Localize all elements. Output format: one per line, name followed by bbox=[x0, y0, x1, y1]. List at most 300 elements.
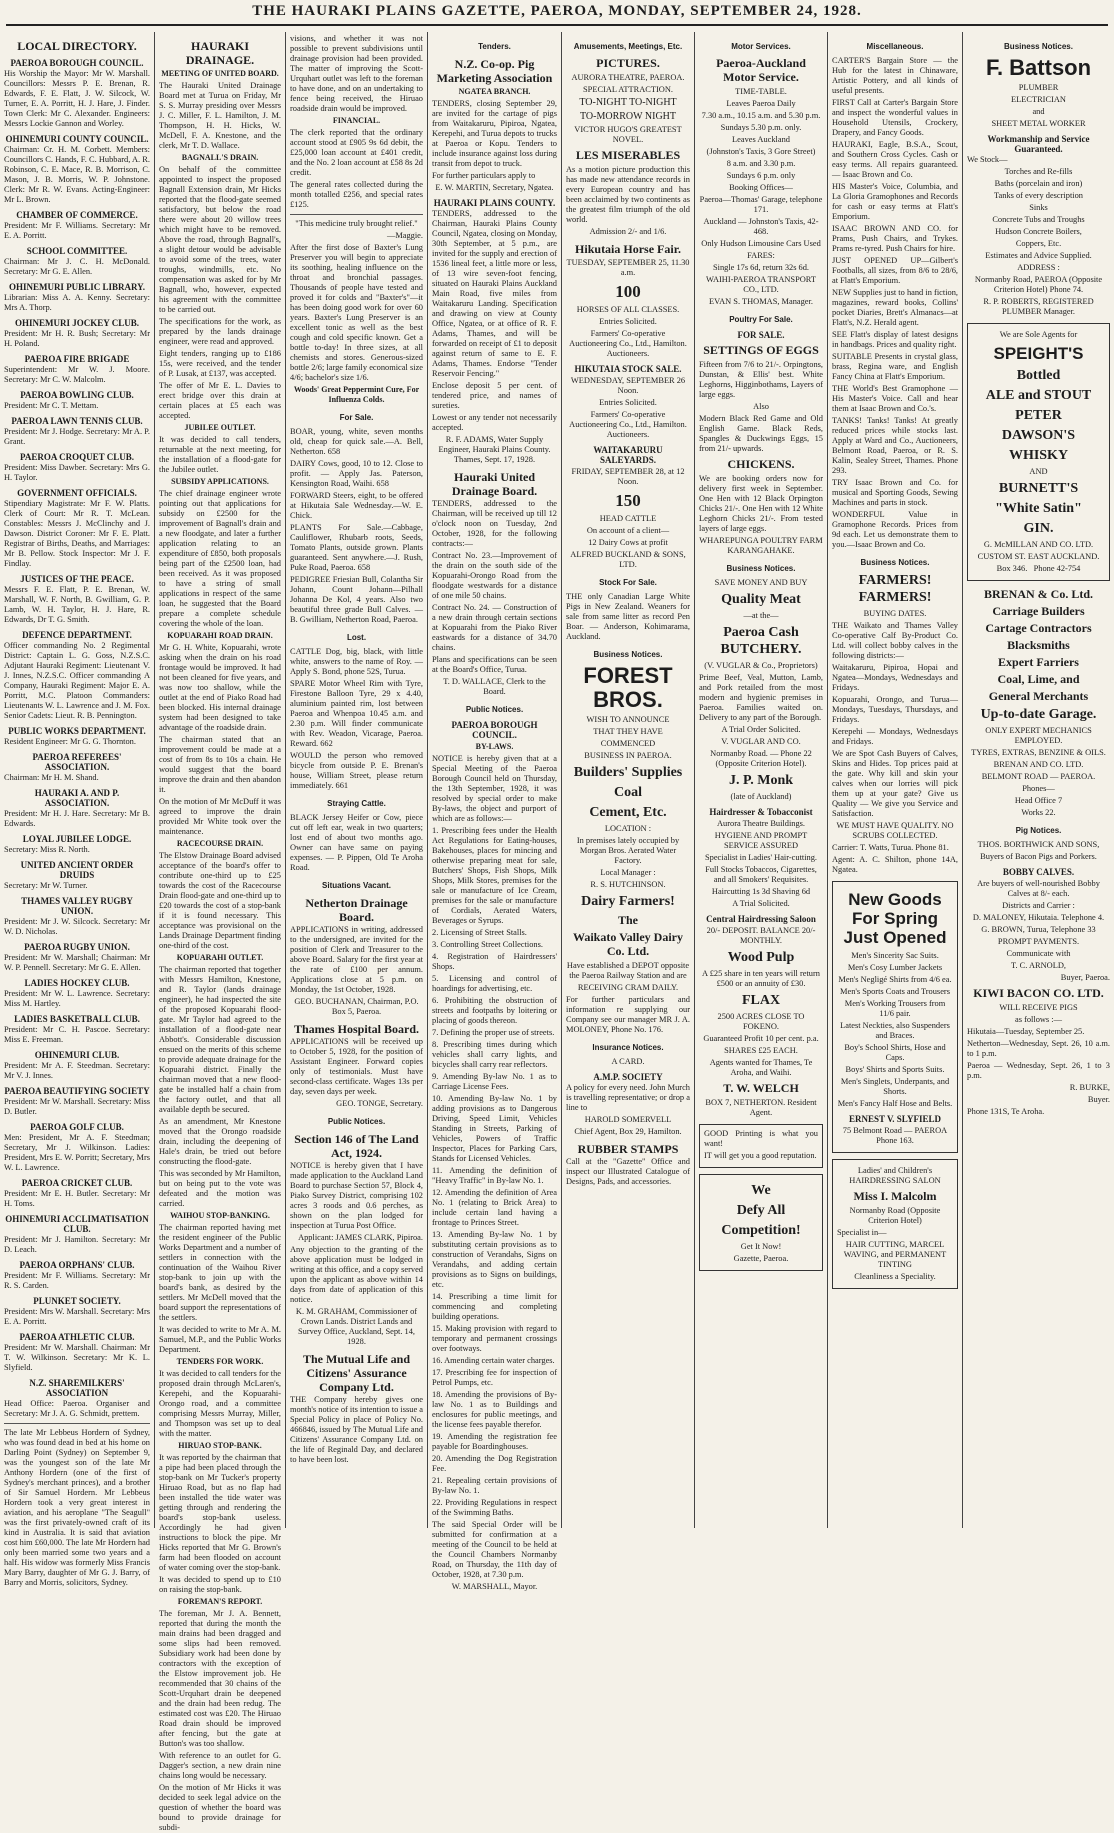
buying-dates: BUYING DATES. bbox=[863, 609, 927, 618]
directory-heading: GOVERNMENT OFFICIALS. bbox=[17, 488, 137, 498]
agent-line: Agent: A. C. Shilton, phone 14A, Ngatea. bbox=[832, 855, 958, 874]
announce-line: THAT THEY HAVE bbox=[593, 727, 663, 736]
tenders-column bbox=[432, 34, 557, 1591]
carrier-line: Carrier: T. Watts, Turua. Phone 81. bbox=[832, 843, 949, 852]
hairdresser-tobacconist: Hairdresser & Tobacconist bbox=[709, 807, 813, 817]
directory-entry: Superintendent: Mr W. J. Moore. Secretary: Mr C. W. Malcolm. bbox=[4, 365, 150, 384]
malcolm-address: Normanby Road (Opposite Criterion Hotel) bbox=[849, 1206, 941, 1225]
at-the: —at the— bbox=[743, 611, 779, 620]
dawsons-line: DAWSON'S bbox=[1001, 428, 1076, 443]
county-signature: R. F. ADAMS, Water Supply Engineer, Hauraki Plains County. Thames, Sept. 17, 1928. bbox=[438, 435, 551, 464]
hud-contract: Contract No. 24. — Construction of a new drain through certain sections at Kopuarahi from the Piako River eastwards for a distance of 34.70 chains. bbox=[432, 603, 557, 652]
normanby-address: Normanby Road. — Phone 22 (Opposite Criterion Hotel). bbox=[710, 749, 812, 768]
bobby-text: Are buyers of well-nourished Bobby Calves at 8/- each. bbox=[977, 879, 1100, 898]
directory-heading: OHINEMURI JOCKEY CLUB. bbox=[15, 318, 139, 328]
article-paragraph: Eight tenders, ranging up to £186 15s, were received, and the tender of P. Lusak, at £137, was accepted. bbox=[159, 349, 281, 378]
announce-line: BUSINESS IN PAEROA. bbox=[584, 751, 672, 760]
drainage-continued: visions, and whether it was not possible to prevent subdivisions until drainage provision had been provided. The matter of improving the Scott-Urquhart outlet was left to the foreman to have done, and on an undertaking to fence being received, the Hiruao roadside drain would be improved. bbox=[290, 34, 423, 113]
misc-ad: NEW Supplies just to hand in fiction, magazines, reward books, Collins' pocket Diaries, Brett's Almanacs—at Flatt's, N.Z. Herald agent. bbox=[832, 288, 958, 327]
county-text: Lowest or any tender not necessarily accepted. bbox=[432, 413, 557, 432]
schedule-line: Netherton—Wednesday, Sept. 26, 10 a.m. to 1 p.m. bbox=[967, 1039, 1110, 1058]
article-paragraph: It was decided to write to Mr A. M. Samuel, M.P., and the Public Works Department. bbox=[159, 1325, 281, 1354]
coop-title: N.Z. Co-op. Pig Marketing Association bbox=[436, 57, 553, 85]
district-dates: Waitakaruru, Pipiroa, Hopai and Ngatea—Mondays, Wednesdays and Fridays. bbox=[832, 663, 958, 692]
horse-count: 100 bbox=[615, 282, 641, 301]
directory-heading: LADIES HOCKEY CLUB. bbox=[24, 978, 130, 988]
tomorrow-banner: TO-MORROW NIGHT bbox=[579, 111, 676, 122]
prompt-payments: PROMPT PAYMENTS. bbox=[997, 937, 1080, 946]
directory-entry: President: Mrs W. Marshall. Secretary: Mrs E. A. Porritt. bbox=[4, 1307, 150, 1326]
timetable-line: Leaves Auckland bbox=[732, 135, 790, 144]
quality-line: WE MUST HAVE QUALITY. NO SCRUBS COLLECTED. bbox=[836, 821, 954, 840]
masthead: THE HAURAKI PLAINS GAZETTE, PAEROA, MONDAY, SEPTEMBER 24, 1928. bbox=[252, 3, 862, 19]
horses-line: HORSES OF ALL CLASSES. bbox=[576, 305, 680, 314]
directory-entry: President: Mr H. R. Bush; Secretary: Mr H. Poland. bbox=[4, 329, 150, 348]
bylaws-list bbox=[432, 826, 557, 1518]
spot-cash-text: We are Spot Cash Buyers of Calves, Skins and Hides. Top prices paid at the gate. Why kill and skin your calves when our lorries will pick them up at your gate? Give us Quality — We give you Service and Satisfaction. bbox=[832, 749, 958, 818]
article-subheading: KOPUARAHI OUTLET. bbox=[176, 953, 264, 962]
pictures-title: PICTURES. bbox=[596, 56, 660, 70]
situations-heading: Situations Vacant. bbox=[322, 881, 391, 890]
hair-services: HAIR CUTTING, MARCEL WAVING, and PERMANENT TINTING bbox=[843, 1240, 947, 1269]
address-label: ADDRESS : bbox=[1017, 263, 1060, 272]
forest-bros: FOREST BROS. bbox=[583, 663, 673, 712]
land-act-text: Any objection to the granting of the above application must be lodged in writing at this office, and a copy served upon the applicant as above within 14 days from date of application of this notice. bbox=[290, 1245, 423, 1304]
film-description: As a motion picture production this has made new attendance records in every European country and has been acclaimed by two continents as the greatest film triumph of the old world. bbox=[566, 165, 690, 224]
directory-heading: PAEROA BOWLING CLUB. bbox=[20, 390, 134, 400]
amusements-heading: Amusements, Meetings, Etc. bbox=[573, 42, 683, 51]
coal-line: Coal bbox=[614, 785, 642, 800]
spring-goods-box bbox=[832, 881, 958, 1153]
fares-label: FARES: bbox=[747, 251, 775, 260]
cash-butchery: Paeroa Cash BUTCHERY. bbox=[720, 625, 802, 657]
ale-stout: ALE and STOUT bbox=[985, 388, 1092, 403]
misc-ad: HIS Master's Voice, Columbia, and La Gloria Gramophones and Records for cash or easy terms at Flatt's Emporium. bbox=[832, 182, 958, 221]
financial-text: The general rates collected during the month totalled £256, and special rates £125. bbox=[290, 180, 423, 209]
mechanics-line: ONLY EXPERT MECHANICS EMPLOYED. bbox=[985, 726, 1092, 745]
central-saloon: Central Hairdressing Saloon bbox=[706, 914, 816, 924]
column-divider bbox=[962, 32, 963, 1528]
article-paragraph: On the motion of Mr McDuff it was agreed to improve the drain provided Mr White took over the maintenance. bbox=[159, 797, 281, 836]
article-subheading: WAIHOU STOP-BANKING. bbox=[170, 1211, 270, 1220]
classified-ad: SPARE Motor Wheel Rim with Tyre, Firestone Balloon Tyre, 29 x 4.40, aluminium painted rim, lost between Paeroa and Whenpoa 10.45 a.m. and 2.30 p.m. Will finder communicate with Rev. Weadon, Vicarage, Paeroa. Reward. 662 bbox=[290, 679, 423, 748]
column-divider bbox=[154, 32, 155, 1528]
will-receive: WILL RECEIVE PIGS bbox=[999, 1003, 1078, 1012]
horse-fair-title: Hikutaia Horse Fair. bbox=[575, 242, 681, 256]
dairy-farmers: Dairy Farmers! bbox=[581, 894, 675, 909]
fares-text: Single 17s 6d, return 32s 6d. bbox=[712, 263, 810, 272]
directory-entry: President: Mr F. Williams. Secretary: Mr R. S. Carden. bbox=[4, 1271, 150, 1290]
brenan-name: BRENAN AND CO. LTD. bbox=[993, 760, 1084, 769]
malcolm-name: Miss I. Malcolm bbox=[853, 1189, 937, 1203]
get-it-now: Get It Now! bbox=[740, 1242, 782, 1251]
bottled-line: Bottled bbox=[1016, 368, 1061, 383]
wood-pulp: Wood Pulp bbox=[727, 950, 795, 965]
client-line: On account of a client— bbox=[586, 526, 670, 535]
saleyards-title: WAITAKARURU SALEYARDS. bbox=[593, 445, 663, 465]
mutual-life-text: THE Company hereby gives one month's notice of its intention to issue a Special Policy in place of Policy No. 466846, issued by The Mutual Life and Citizens' Assurance Company Ltd. on the life of Reginald Day, and declared to have been lost. bbox=[290, 1395, 423, 1464]
timetable-line: Leaves Paeroa Daily bbox=[726, 99, 796, 108]
public-notices-heading: Public Notices. bbox=[327, 1117, 386, 1126]
belmont-road: BELMONT ROAD — PAEROA. bbox=[981, 772, 1096, 781]
mens-item: Men's Singlets, Underpants, and Shorts. bbox=[840, 1077, 950, 1096]
schedule-line: Paeroa — Wednesday, Sept. 26, 1 to 3 p.m. bbox=[967, 1061, 1110, 1080]
vuglar-name: V. VUGLAR AND CO. bbox=[721, 737, 801, 746]
buyers-line: Buyers of Bacon Pigs and Porkers. bbox=[980, 852, 1097, 861]
stock-sale-date: WEDNESDAY, SEPTEMBER 26 Noon. bbox=[570, 376, 686, 395]
as-follows: as follows :— bbox=[1015, 1015, 1062, 1024]
classified-ad: BOAR, young, white, seven months old, cheap for quick sale.—A. Bell, Netherton. 658 bbox=[290, 427, 423, 456]
save-money: SAVE MONEY AND BUY bbox=[714, 578, 808, 587]
misc-ad: CARTER'S Bargain Store — the Hub for the latest in Chinaware, Artistic Pottery, and all kinds of useful presents. bbox=[832, 56, 958, 95]
article-paragraph: With reference to an outlet for G. Dagger's section, a new drain nine chains long would be necessary. bbox=[159, 1751, 281, 1780]
drainage-subtitle: MEETING OF UNITED BOARD. bbox=[161, 69, 279, 78]
brenan-title: BRENAN & Co. Ltd. bbox=[983, 587, 1093, 601]
hud-text: TENDERS, addressed to the Chairman, will be received up till 12 o'clock noon on Tuesday, 2nd October, 1928, for the following contracts:— bbox=[432, 499, 557, 548]
game-text: Modern Black Red Game and Old English Game. Black Reds, Spangles & Duckwings Eggs, 15 from 21/- upwards. bbox=[699, 414, 823, 453]
works-phone: Works 22. bbox=[1021, 808, 1056, 817]
misc-ad: JUST OPENED UP—Gilbert's Footballs, all sizes, from 8/6 to 28/6, at Flatt's Emporium. bbox=[832, 256, 958, 285]
directory-entry: Head Office: Paeroa. Organiser and Secretary: Mr J. A. G. Schmidt, prettem. bbox=[4, 1399, 150, 1418]
column-divider bbox=[827, 32, 828, 1528]
directory-heading: PAEROA FIRE BRIGADE bbox=[24, 354, 130, 364]
burke-phone: Phone 131S, Te Aroha. bbox=[967, 1107, 1045, 1116]
classified-ad: DAIRY Cows, good, 10 to 12. Close to profit. — Apply Jas. Paterson, Kensington Road, Waihi. 658 bbox=[290, 459, 423, 488]
horse-fair-date: TUESDAY, SEPTEMBER 25, 11.30 a.m. bbox=[566, 258, 690, 277]
slyfield-address: 75 Belmont Road — PAEROA Phone 163. bbox=[842, 1126, 948, 1145]
divider bbox=[4, 1423, 150, 1424]
misc-ad: ISAAC BROWN AND CO. for Prams, Push Chairs, and Trykes. Prams re-tyred. Push Chairs for hire. bbox=[832, 224, 958, 253]
saleyards-date: FRIDAY, SEPTEMBER 28, at 12 Noon. bbox=[571, 467, 685, 486]
directory-heading: THAMES VALLEY RUGBY UNION. bbox=[21, 896, 133, 916]
directory-entry: President: Mr A. F. Steedman. Secretary: Mr V. J. Innes. bbox=[4, 1061, 150, 1080]
directory-heading: OHINEMURI COUNTY COUNCIL. bbox=[5, 134, 149, 144]
article-subheading: HIRUAO STOP-BANK. bbox=[178, 1441, 262, 1450]
business-heading: Business Notices. bbox=[726, 564, 796, 573]
directory-heading: OHINEMURI PUBLIC LIBRARY. bbox=[8, 282, 146, 292]
wharepunga-farm: WHAREPUNGA POULTRY FARM KARANGAHAKE. bbox=[699, 536, 823, 555]
straying-ad: BLACK Jersey Heifer or Cow, piece cut off left ear, weak in two quarters; lost end of about two months ago. Owner can have same on paying expenses. — P. Pippen, Old Te Aroha Road. bbox=[290, 813, 423, 872]
article-subheading: KOPUARAHI ROAD DRAIN. bbox=[167, 631, 273, 640]
custom-street: CUSTOM ST. EAST AUCKLAND. bbox=[977, 552, 1100, 561]
bylaw-item: 11. Amending the definition of "Heavy Traffic" in By-law No. 1. bbox=[432, 1166, 557, 1185]
new-goods-title: New Goods For Spring Just Opened bbox=[843, 890, 947, 947]
aurora-buildings: Aurora Theatre Buildings. bbox=[717, 819, 805, 828]
trial-solicited: A Trial Solicited. bbox=[732, 899, 790, 908]
also-line: Also bbox=[753, 402, 769, 411]
county-title: HAURAKI PLAINS COUNTY. bbox=[433, 198, 556, 208]
misc-ad: SEE Flatt's display of latest designs in handbags. Prices and quality right. bbox=[832, 330, 958, 349]
tyres-line: TYRES, EXTRAS, BENZINE & OILS. bbox=[971, 748, 1106, 757]
mens-item: Men's Sports Coats and Trousers bbox=[840, 987, 950, 996]
slyfield-name: ERNEST V. SLYFIELD bbox=[849, 1114, 941, 1124]
article-paragraph: The chief drainage engineer wrote pointing out that applications for subsidy on £2500 for the improvement of Bagnall's drain and a new floodgate, and later a further application relating to an expenditure of £850, both proposals being part of the £2500 loan, had been received. As it was proposed to have a string of small applications in respect of the same loan, he suggested that the Board prepare a complete schedule covering the whole of the loan. bbox=[159, 489, 281, 628]
borthwick-name: THOS. BORTHWICK AND SONS, bbox=[977, 840, 1100, 849]
mutual-life-title: The Mutual Life and Citizens' Assurance Company Ltd. bbox=[302, 1352, 410, 1394]
general-merchants: General Merchants bbox=[988, 689, 1089, 703]
article-paragraph: As an amendment, Mr Knestone moved that the Orongo roadside drain, including the deepening of Hale's drain, be tried out before constructing the flood-gate. bbox=[159, 1117, 281, 1166]
whisky-line: WHISKY bbox=[1008, 448, 1069, 463]
motor-service-title: Paeroa-Auckland Motor Service. bbox=[716, 56, 806, 84]
stock-heading: Stock For Sale. bbox=[599, 578, 657, 587]
article-paragraph: The chairman reported that together with Messrs Hamilton, Knestone, and R. Taylor (lands drainage engineer), he had inspected the site of the proposed Kopuarahi flood-gate. Mr Taylor had agreed to the installation of a flood-gate near Abbott's. Considerable discussion ensued on the merits of this scheme to provide adequate drainage for the Kopuarahi district. Finally the chairman moved that a new flood-gate be installed half a chain from the factory outlet, and that all available depth be secured. bbox=[159, 965, 281, 1114]
rubber-stamps-text: Call at the "Gazette" Office and inspect our Illustrated Catalogue of Designs, Pads, and accessories. bbox=[566, 1157, 690, 1186]
electrician-line: ELECTRICIAN bbox=[1011, 95, 1066, 104]
directory-heading: OHINEMURI ACCLIMATISATION CLUB. bbox=[5, 1214, 149, 1234]
agents-line: Agents wanted for Thames, Te Aroha, and Waihi. bbox=[709, 1058, 813, 1077]
gazette-line: Gazette, Paeroa. bbox=[733, 1254, 789, 1263]
blacksmiths: Blacksmiths bbox=[1007, 638, 1070, 652]
mens-item: Men's Negligé Shirts from 4/6 ea. bbox=[838, 975, 952, 984]
motor-column bbox=[699, 34, 823, 1530]
directory-heading: PAEROA BOROUGH COUNCIL. bbox=[10, 58, 144, 68]
district-dates: Kerepehi — Mondays, Wednesdays and Fridays. bbox=[832, 727, 958, 746]
mens-item: Boy's School Shirts, Hose and Caps. bbox=[844, 1043, 946, 1062]
article-subheading: RACECOURSE DRAIN. bbox=[176, 839, 264, 848]
pig-schedule bbox=[967, 1027, 1110, 1081]
column-divider bbox=[694, 32, 695, 1528]
article-paragraph: It was decided to call tenders for the proposed drain through McLaren's, Kerepehi, and the Kopuarahi-Orongo road, and a committee comprising Messrs Murray, Miller, and Thompson was set up to deal with the matter. bbox=[159, 1369, 281, 1438]
directory-entry: Chairman: Cr. H. M. Corbett. Members: Councillors C. Hands, F. C. Hubbard, A. R. Robinson, C. E. Mace, R. B. Morrison, C. Mason, J. B. Morris, W. P. Johnstone. Clerk: Mr R. W. Evans. Acting-Engineer: Mr L. Brown. bbox=[4, 145, 150, 204]
box-number: Box 346. bbox=[996, 564, 1028, 573]
drainage-column bbox=[159, 34, 281, 1832]
directory-entry: Messrs F. E. Flatt, P. E. Brenan, W. Marshall, W. F. North, B. Gwilliam, G. P. Lamb, W. H. Taylor, H. J. Hare, R. Edwards, Dr T. G. Smith. bbox=[4, 585, 150, 624]
trial-order: A Trial Order Solicited. bbox=[721, 725, 801, 734]
bylaw-item: 5. Licensing and control of hoardings for advertising, etc. bbox=[432, 974, 557, 993]
announce-line: COMMENCED bbox=[600, 739, 656, 748]
and-line: and bbox=[1032, 107, 1045, 116]
hud-signature: T. D. WALLACE, Clerk to the Board. bbox=[443, 677, 546, 696]
eggs-title: SETTINGS OF EGGS bbox=[703, 343, 819, 357]
directory-heading: UNITED ANCIENT ORDER DRUIDS bbox=[20, 860, 134, 880]
misc-ad: FIRST Call at Carter's Bargain Store and inspect the wonderful values in Household Utensils, Crockery, Drapery, and Fancy Goods. bbox=[832, 98, 958, 137]
directory-heading: N.Z. SHAREMILKERS' ASSOCIATION bbox=[29, 1378, 125, 1398]
article-paragraph: The chairman stated that an improvement could be made at a cost of from 8s to 10s a chain. He would suggest that the board improve the drain and then abandon it. bbox=[159, 735, 281, 794]
coal-lime: Coal, Lime, and bbox=[997, 672, 1080, 686]
bylaw-item: 19. Amending the registration fee payable for Boardinghouses. bbox=[432, 1432, 557, 1451]
column-divider bbox=[561, 32, 562, 1528]
article-paragraph: Mr G. H. White, Kopuarahi, wrote asking when the drain on his road frontage would be improved. It had not been cleaned for five years, and was now too shallow, while the outlet at the end of Piako Road had been blocked. His internal drainage system had been designed to take advantage of the roadside drain. bbox=[159, 643, 281, 732]
tobacco-line: Full Stocks Tobaccos, Cigarettes, and all Smokers' Requisites. bbox=[705, 865, 817, 884]
article-paragraph: It was decided to call tenders, returnable at the next meeting, for the installation of a flood-gate for the Jubilee outlet. bbox=[159, 435, 281, 474]
divider bbox=[290, 214, 423, 215]
article-paragraph: The foreman, Mr J. A. Bennett, reported that during the month the main drains had been dragged and some slips had been removed. Subsidiary work had been done by contractors with the exception of the Elstow improvement job. He recommended that 30 chains of the Scott-Urquhart drain be deepened and the drain had been redug. The estimated cost was £20. The Hiruao Road drain should be improved after fencing, but the gate at Button's was too shallow. bbox=[159, 1609, 281, 1748]
motor-heading: Motor Services. bbox=[731, 42, 791, 51]
bylaw-item: 21. Repealing certain provisions of By-law No. 1. bbox=[432, 1476, 557, 1495]
timetable-line: 7.30 a.m., 10.15 a.m. and 5.30 p.m. bbox=[701, 111, 821, 120]
insurance-heading: Insurance Notices. bbox=[592, 1043, 664, 1052]
manager-name: R. S. HUTCHINSON. bbox=[590, 880, 666, 889]
directory-entry: Librarian: Miss A. A. Kenny. Secretary: Mrs A. Thorp. bbox=[4, 293, 150, 312]
article-paragraph: The offer of Mr E. L. Davies to erect bridge over this drain at certain places at £5 each was accepted. bbox=[159, 381, 281, 420]
coop-text: For further particulars apply to bbox=[432, 171, 536, 180]
competition-line: Competition! bbox=[721, 1223, 801, 1238]
quality-meat: Quality Meat bbox=[721, 592, 801, 607]
misc-ad: TRY Isaac Brown and Co. for musical and Sporting Goods, Sewing Machines and parts in stock. bbox=[832, 478, 958, 507]
tonight-banner: TO-NIGHT TO-NIGHT bbox=[579, 97, 677, 108]
medicine-signature: —Maggie. bbox=[386, 231, 423, 240]
mcmillan-name: G. McMILLAN AND CO. LTD. bbox=[983, 540, 1094, 549]
directory-entry: President: Mr F. Williams. Secretary: Mr E. A. Porritt. bbox=[4, 221, 150, 240]
head-office-phone: Head Office 7 bbox=[1014, 796, 1063, 805]
directory-entry: Men: President, Mr A. F. Steedman; Secretary, Mr J. Wilkinson. Ladies: President, Mrs E. W. Porritt; Secretary, Mrs W. L. Lawrence. bbox=[4, 1133, 150, 1172]
poultry-heading: Poultry For Sale. bbox=[729, 315, 793, 324]
entries-solicited: Entries Solicited. bbox=[599, 398, 657, 407]
bylaw-item: 6. Prohibiting the obstruction of streets and footpaths by loitering or placing of goods thereon. bbox=[432, 996, 557, 1025]
hospital-title: Thames Hospital Board. bbox=[293, 1022, 419, 1036]
drainage-article bbox=[159, 81, 281, 1833]
bylaws-text: The said Special Order will be submitted for confirmation at a meeting of the Council to be held at the Council Chambers Normanby Road, on Thursday, the 11th day of October, 1928, at 7.30 p.m. bbox=[432, 1520, 557, 1579]
gin-line: GIN. bbox=[1023, 521, 1054, 536]
woods-peppermint: Woods' Great Peppermint Cure, For Influenza Colds. bbox=[293, 385, 420, 404]
misc-ad: HAURAKI, Eagle, B.S.A., Scout, and Southern Cross Cycles. Cash or easy terms. All repairs guaranteed. — Isaac Brown and Co. bbox=[832, 140, 958, 179]
netherton-text: APPLICATIONS in writing, addressed to the undersigned, are invited for the position of Clerk and Treasurer to the above Board. Salary for the first year at the rate of £100 per annum. Applications close at 5 p.m. on Monday, the 1st October, 1928. bbox=[290, 925, 423, 994]
hud-text: Plans and specifications can be seen at the Board's Office, Turua. bbox=[432, 655, 557, 674]
cleanliness: Cleanliness a Speciality. bbox=[854, 1272, 936, 1281]
admission: Admission 2/- and 1/6. bbox=[589, 227, 667, 236]
welch-address: BOX 7, NETHERTON. Resident Agent. bbox=[705, 1098, 817, 1117]
for-sale-heading: For Sale. bbox=[339, 413, 374, 422]
salon-title: Ladies' and Children's HAIRDRESSING SALON bbox=[849, 1166, 941, 1185]
directory-heading: LADIES BASKETBALL CLUB. bbox=[14, 1014, 140, 1024]
medicine-ad: After the first dose of Baxter's Lung Preserver you will begin to appreciate its soothing, healing influence on the throat and bronchial passages. Thousands of people have tested and proved it for colds and "Baxter's"—it has been doing good work for over 60 years. Baxter's Lung Preserver is an excellent tonic as well as the best cough and cold specific known. Get a bottle to-day! In three sizes, at all chemists and stores. Generous-sized bottle 2/6; large family economical size 4/6; bachelor's size 1/6. bbox=[290, 243, 423, 382]
bylaw-item: 16. Amending certain water charges. bbox=[432, 1356, 555, 1365]
timetable-line: Paeroa—Thomas' Garage, telephone 171. bbox=[699, 195, 823, 214]
directory-entry: President: Mr J. Hamilton. Secretary: Mr D. Leach. bbox=[4, 1235, 150, 1254]
burke-buyer: Buyer. bbox=[1087, 1095, 1110, 1104]
hordern-article: The late Mr Lebbeus Hordern of Sydney, who was found dead in bed at his home on Darling Point (Sydney) on September 9, was the youngest son of the late Mr Anthony Hordern (one of the first of Sydney's merchant princes), and a brother of Sir Samuel Hordern. Mr Lebbeus Hordern took a very great interest in aviation, and his aeroplane "The Seagull" was the first privately-owned craft of its kind in Australia. It is said that aviation cost him £60,000. The late Mr Hordern had only been married some two years and a half. His widow was formerly Miss Francis Mary Barry, daughter of Mr G. J. Barry, of Barry and Morris, solicitors, Sydney. bbox=[4, 1428, 150, 1587]
welch-name: T. W. WELCH bbox=[723, 1081, 799, 1095]
straying-heading: Straying Cattle. bbox=[327, 799, 386, 808]
cattle-count: 150 bbox=[615, 491, 641, 510]
misc-ad: WONDERFUL Value in Gramophone Records. Prices from 9d each. Let us demonstrate them to you.—Isaac Brown and Co. bbox=[832, 510, 958, 549]
deposit-line: 20/- DEPOSIT. BALANCE 20/- MONTHLY. bbox=[706, 926, 816, 945]
rubber-stamps-title: RUBBER STAMPS bbox=[577, 1142, 679, 1156]
classified-ad: FORWARD Steers, eight, to be offered at Hikutaia Sale Wednesday.—W. E. Chick. bbox=[290, 491, 423, 520]
bylaws-subtitle: BY-LAWS. bbox=[475, 742, 514, 751]
hugo-line: VICTOR HUGO'S GREATEST NOVEL. bbox=[574, 125, 682, 144]
for-sale-title: FOR SALE. bbox=[737, 330, 785, 340]
timetable-line: Booking Offices— bbox=[729, 183, 793, 192]
article-subheading: SUBSIDY APPLICATIONS. bbox=[171, 477, 269, 486]
directory-entry: Officer commanding No. 2 Regimental District: Captain L. G. Goss, N.Z.S.C. Adjutant Hauraki Regiment: Lieutenant V. J. Innes, N.Z.S.C. Officer commanding A Company, Hauraki Regiment: Major E. A. Porritt, M.C. Platoon Commanders: Lieutenants W. L. Lawrence and J. M. Fox. Senior Cadets: Lieut. R. B. Pennington. bbox=[4, 641, 150, 720]
lost-list bbox=[290, 647, 423, 791]
bylaw-item: 14. Prescribing a time limit for commencing and completing building operations. bbox=[432, 1292, 557, 1321]
directory-heading: PAEROA GOLF CLUB. bbox=[30, 1122, 124, 1132]
waikato-valley-dairy: Waikato Valley Dairy Co. Ltd. bbox=[572, 930, 683, 958]
bylaws-text: NOTICE is hereby given that at a Special Meeting of the Paeroa Borough Council held on Thursday, the 13th September, 1928, it was resolved by special order to make By-laws, the object and purport of which are as follows:— bbox=[432, 754, 557, 823]
acres-line: 2500 ACRES CLOSE TO FOKENO. bbox=[717, 1012, 805, 1031]
cartage-contractors: Cartage Contractors bbox=[985, 621, 1092, 635]
directory-heading: SCHOOL COMMITTEE. bbox=[26, 246, 128, 256]
stock-item: Concrete Tubs and Troughs bbox=[992, 215, 1085, 224]
amp-text: A policy for every need. John Murch is travelling representative; or drop a line to bbox=[566, 1083, 690, 1112]
directory-entry: President: Mr E. H. Butler. Secretary: Mr H. Toms. bbox=[4, 1189, 150, 1208]
directory-entry: President: Mr H. J. Hare. Secretary: Mr B. Edwards. bbox=[4, 809, 150, 828]
monk-title: J. P. Monk bbox=[728, 773, 794, 788]
medicine-quote: "This medicine truly brought relief." bbox=[295, 219, 418, 228]
masthead-rule bbox=[6, 24, 1108, 26]
directory-title: LOCAL DIRECTORY. bbox=[17, 39, 137, 53]
premises-line: In premises lately occupied by Morgan Bros. Aerated Water Factory. bbox=[576, 836, 680, 865]
directory-heading: PAEROA LAWN TENNIS CLUB. bbox=[11, 416, 143, 426]
classified-ad: PLANTS For Sale.—Cabbage, Cauliflower, Rhubarb roots, Seeds, Tomato Plants, outside grown. Plants guaranteed. Sent anywhere.—J. Rush, Puke Road, Paeroa. 658 bbox=[290, 523, 423, 572]
cattle-line: HEAD CATTLE bbox=[599, 514, 657, 523]
ladies-specialist: Specialist in Ladies' Hair-cutting. bbox=[704, 853, 818, 862]
article-paragraph: It was reported by the chairman that a pipe had been placed through the stop-bank on Mr Tucker's property Hiruao Road, but as no flap had been installed the tide water was getting through and rendering the board's stop-bank useless. Accordingly he had given instructions to block the pipe. Mr Hicks reported that Mr G. Brown's farm had been flooded on account of water coming over the stop-bank. bbox=[159, 1453, 281, 1572]
maloney-line: D. MALONEY, Hikutaia. Telephone 4. bbox=[972, 913, 1105, 922]
directory-heading: LOYAL JUBILEE LODGE. bbox=[22, 834, 132, 844]
directory-list bbox=[4, 58, 150, 1419]
stock-item: Coppers, Etc. bbox=[1015, 239, 1062, 248]
for-sale-list bbox=[290, 427, 423, 625]
land-act-text: NOTICE is hereby given that I have made application to the Auckland Land Board to purchase Section 57, Block 4, Piako Survey District, comprising 102 acres 3 roods and 0.6 perches, as shown on the plan lodged for inspection at Turua Post Office. bbox=[290, 1161, 423, 1230]
bobby-calves: BOBBY CALVES. bbox=[1002, 867, 1075, 877]
business-heading: Business Notices. bbox=[860, 558, 930, 567]
directory-entry: His Worship the Mayor: Mr W. Marshall. Councillors: Messrs P. E. Brenan, R. Edwards, F. E. Flatt, J. W. Silcock, W. Turner, E. A. Porritt, H. J. Hare, J. Finder. Town Clerk: Mr C. Alexander. Engineers: Messrs Lockie Gannon and Worley. bbox=[4, 69, 150, 128]
hospital-signature: GEO. TONGE, Secretary. bbox=[336, 1099, 423, 1108]
mens-item: Men's Working Trousers from 11/6 pair. bbox=[844, 999, 946, 1018]
misc-ad: TANKS! Tanks! Tanks! At greatly reduced prices while stocks last. Apply at Ward and Co., Auctioneers, Belmont Road, Paeroa, or R. S. Kalin, Sealey Street, Thames. Phone 293. bbox=[832, 416, 958, 475]
directory-heading: PAEROA BEAUTIFYING SOCIETY bbox=[4, 1086, 150, 1096]
communicate-line: Communicate with bbox=[1006, 949, 1071, 958]
specialist-in: Specialist in— bbox=[837, 1228, 887, 1237]
article-paragraph: The specifications for the work, as prepared by the lands drainage engineer, were read and approved. bbox=[159, 317, 281, 346]
directory-entry: President: Mr C. H. Pascoe. Secretary: Miss E. Freeman. bbox=[4, 1025, 150, 1044]
mens-item: Men's Fancy Half Hose and Belts. bbox=[837, 1099, 953, 1108]
directory-heading: JUSTICES OF THE PEACE. bbox=[20, 574, 134, 584]
hygiene-line: HYGIENE AND PROMPT SERVICE ASSURED bbox=[714, 831, 808, 850]
competition-box bbox=[699, 1174, 823, 1271]
card-line: A CARD. bbox=[611, 1057, 645, 1066]
bylaw-item: 12. Amending the definition of Area No. 1 (relating to Brick Area) to include certain land having a frontage to Princes Street. bbox=[432, 1188, 557, 1227]
directory-heading: PAEROA CROQUET CLUB. bbox=[20, 452, 134, 462]
buyer-paeroa: Buyer, Paeroa. bbox=[1060, 973, 1110, 982]
location-label: LOCATION : bbox=[604, 824, 652, 833]
bylaw-item: 22. Providing Regulations in respect of the Swimming Baths. bbox=[432, 1498, 557, 1517]
drainage-title: HAURAKI DRAINAGE. bbox=[185, 39, 255, 67]
business-heading: Business Notices. bbox=[593, 650, 663, 659]
bylaw-item: 17. Prescribing fee for inspection of Petrol Pumps, etc. bbox=[432, 1368, 557, 1387]
directory-entry: President: Mr W. Marshall. Chairman: Mr T. W. Wilkinson. Secretary: Mr K. L. Slyfield. bbox=[4, 1343, 150, 1372]
misc-ad: THE World's Best Gramophone — His Master's Voice. Call and hear them at Isaac Brown and Co.'s. bbox=[832, 384, 958, 413]
buckland-signature: ALFRED BUCKLAND & SONS, LTD. bbox=[570, 550, 686, 569]
directory-entry: President: Mr J. Hodge. Secretary: Mr A. P. Grant. bbox=[4, 427, 150, 446]
misc-heading: Miscellaneous. bbox=[866, 42, 924, 51]
chickens-title: CHICKENS. bbox=[727, 457, 795, 471]
auctioneer: Farmers' Co-operative Auctioneering Co., Ltd., Hamilton. Auctioneers. bbox=[569, 410, 687, 439]
roberts-line: R. P. ROBERTS, REGISTERED PLUMBER Manager. bbox=[983, 297, 1094, 316]
bylaw-item: 8. Prescribing times during which vehicles shall carry lights, and bicycles shall carry rear reflectors. bbox=[432, 1040, 557, 1069]
the-line: The bbox=[617, 913, 638, 927]
salon-box bbox=[832, 1159, 958, 1289]
bylaw-item: 10. Amending By-law No. 1 by adding provisions as to Dangerous Driving, Speed Limit, Vehicles Standing in Streets, Parking of Vehicles, Powers of Traffic Inspector, Places for Parking Cars, Stands for Licensed Vehicles. bbox=[432, 1094, 557, 1163]
article-subheading: TENDERS FOR WORK. bbox=[176, 1357, 264, 1366]
sheet-metal-line: SHEET METAL WORKER bbox=[991, 119, 1086, 128]
calf-collection: THE Waikato and Thames Valley Co-operative Calf By-Product Co. Ltd. will collect bobby calves in the following districts:— bbox=[832, 621, 958, 660]
stock-sale-title: HIKUTAIA STOCK SALE. bbox=[574, 364, 682, 374]
directory-heading: PAEROA CRICKET CLUB. bbox=[21, 1178, 133, 1188]
timetable-line: Auckland — Johnston's Taxis, 42-468. bbox=[703, 217, 819, 236]
pig-heading: Pig Notices. bbox=[1015, 826, 1062, 835]
misc-ad: SUITABLE Presents in crystal glass, brass, Regina ware, and English Fancy China at Flatt's Emporium. bbox=[832, 352, 958, 381]
netherton-signature: GEO. BUCHANAN, Chairman, P.O. Box 5, Paeroa. bbox=[294, 997, 419, 1016]
article-paragraph: The Elstow Drainage Board advised acceptance of the board's offer to contribute one-third up to £25 towards the cost of the Racecourse Drain flood-gate and one-third up to £20 towards the cost of a stop-bank if it is found necessary. This acceptance was provisional on the Lands Drainage Department finding one-third of the cost. bbox=[159, 851, 281, 950]
misc-list bbox=[832, 56, 958, 550]
guaranteed-profit: Guaranteed Profit 10 per cent. p.a. bbox=[703, 1034, 819, 1043]
speights-box bbox=[967, 323, 1110, 581]
bylaw-item: 4. Registration of Hairdressers' Shops. bbox=[432, 952, 557, 971]
